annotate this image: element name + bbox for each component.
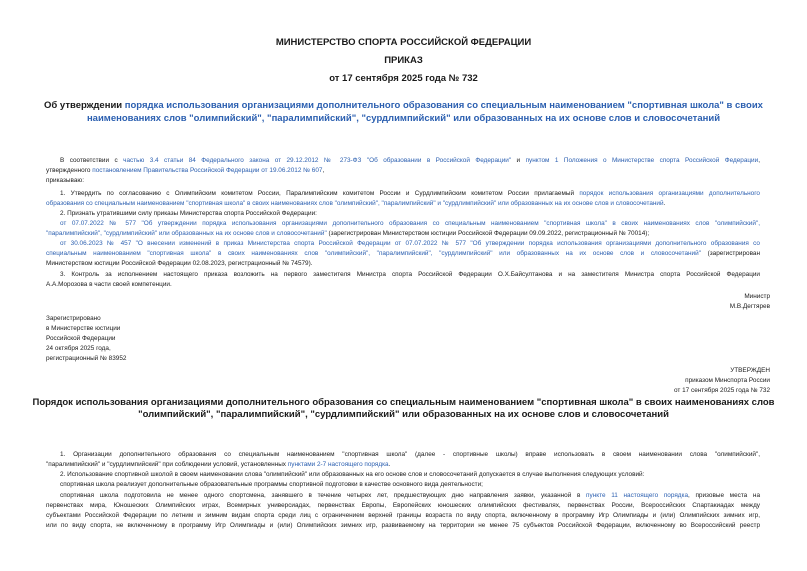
item-1-text: 1. Утвердить по согласованию с Олимпийским комитетом России, Паралимпийским комитетом России и Сурдлимпийским комитетом России прилагаемый (60, 190, 580, 197)
item-1-text: . (663, 200, 666, 207)
approved-label: УТВЕРЖДЕН (730, 367, 770, 374)
item-2-b-line-1 (60, 239, 760, 249)
item-2-a-line-1 (60, 219, 760, 229)
registration-line: Зарегистрировано (46, 315, 101, 322)
order-title-link[interactable]: порядка использования организациями дополнительного образования со специальным наименованием "спортивная школа" в своих (124, 100, 763, 111)
preamble-text: утвержденного (46, 167, 93, 174)
item-2-b-line-3: Министерством юстиции Российской Федерации 02.08.2023, регистрационный № 74579). (46, 260, 313, 267)
item-3-line-1: 3. Контроль за исполнением настоящего приказа возложить на первого заместителя Министра спорта Российской Федерации О.Х.Байсултанова и на заместителя Министра спорта Российской Федерации (60, 271, 760, 278)
ministry-name: МИНИСТЕРСТВО СПОРТА РОССИЙСКОЙ ФЕДЕРАЦИИ (275, 37, 532, 48)
procedure-link[interactable]: порядок использования организациями дополнительного (579, 190, 760, 197)
procedure-p2-line-6: или по виду спорта, не включенному в программу Игр Олимпиады и (или) Олимпийских зимних игр, развиваемому на территории не менее 75 субъектов Российской Федерации, включенному во Всероссийский реестр (46, 522, 760, 529)
point-11-link[interactable]: пункте 11 настоящего порядка (586, 492, 688, 499)
order-title-line-2 (0, 112, 807, 125)
procedure-p1-line-1: 1. Организации дополнительного образования со специальным наименованием "спортивная школа" (далее - спортивные школы) вправе использовать в своем наименовании слова "олимпийский", (60, 451, 760, 458)
registration-line: в Министерстве юстиции (46, 325, 121, 332)
preamble-line-2 (46, 166, 324, 176)
approved-date: от 17 сентября 2025 года № 732 (674, 387, 770, 394)
registration-line: 24 октября 2025 года, (46, 345, 111, 352)
law-273-fz-link[interactable]: частью 3.4 статьи 84 Федерального закона от 29.12.2012 № 273-ФЗ "Об образовании в Российской Федерации" (123, 157, 512, 164)
registration-line: регистрационный № 83952 (46, 355, 127, 362)
procedure-text: "паралимпийский" и "сурдлимпийский" при соблюдении условий, установленных (46, 461, 288, 468)
preamble-line-1 (60, 156, 760, 166)
document-date-number: от 17 сентября 2025 года № 732 (329, 73, 478, 84)
registration-line: Российской Федерации (46, 335, 116, 342)
item-2-a-line-2 (46, 229, 649, 239)
order-577-link-cont[interactable]: "паралимпийский", "сурдлимпийский" или образованных на их основе слов и словосочетаний" (46, 230, 327, 237)
order-word: приказываю: (46, 177, 84, 184)
order-title-link-cont[interactable]: наименованиях слов "олимпийский", "паралимпийский", "сурдлимпийский" или образованных на их основе слов и словосочетаний (86, 113, 721, 124)
points-2-7-link[interactable]: пунктами 2-7 настоящего порядка (287, 461, 389, 468)
signatory-role: Министр (744, 293, 770, 300)
preamble-text: В соответствии с (60, 157, 124, 164)
preamble-text: , (322, 167, 325, 174)
item-2-text: (зарегистрирован Министерством юстиции Российской Федерации 09.09.2022, регистрационный № 70014); (326, 230, 650, 237)
item-3-line-2: А.А.Морозова в части своей компетенции. (46, 281, 172, 288)
procedure-title-line-2: "олимпийский", "паралимпийский", "сурдлимпийский" или образованных на их основе слов и словосочетаний (138, 409, 669, 420)
procedure-p2-line-3 (60, 491, 760, 501)
item-2-b-line-2 (46, 249, 760, 259)
procedure-text: спортивная школа подготовила не менее одного спортсмена, занявшего в течение четырех лет, предшествующих дню направления заявки, указанной в (60, 492, 587, 499)
preamble-text: , (758, 157, 760, 164)
procedure-p2-line-5: субъектами Российской Федерации по летним и зимним видам спорта среди лиц с ограничением верхней границы возраста по виду спорта, включенному в программу Игр Олимпиады и (или) Олимпийских зимних игр, (46, 512, 760, 519)
order-title-text: Об утверждении (44, 100, 125, 111)
ministry-regulation-link[interactable]: пунктом 1 Положения о Министерстве спорта Российской Федерации (525, 157, 759, 164)
item-1-line-1 (60, 189, 760, 199)
item-1-line-2 (46, 199, 665, 209)
procedure-p1-line-2 (46, 460, 390, 470)
item-2-intro: 2. Признать утратившими силу приказы Министерства спорта Российской Федерации: (60, 210, 317, 217)
procedure-p2-line-1: 2. Использование спортивной школой в своем наименовании слова "олимпийский" или образованных на его основе слов и словосочетаний допускается в случае выполнения следующих условий: (60, 471, 645, 478)
order-title-line-1 (0, 99, 807, 112)
procedure-link-cont[interactable]: образования со специальным наименованием "спортивная школа" в своих наименованиях слов "олимпийский", "паралимпийский" и "сурдлимпийский" или образованных на их основе слов и словосочетаний (46, 200, 664, 207)
procedure-p2-line-2: спортивная школа реализует дополнительные образовательные программы спортивной подготовки в качестве основного вида деятельности; (60, 481, 483, 488)
procedure-p2-line-4: первенствах мира, Юношеских Олимпийских играх, Всемирных универсиадах, первенствах Европы, Европейских юношеских олимпийских фестивалях, первенствах России, Всероссийских Спартакиадах между (46, 502, 760, 509)
approved-by: приказом Минспорта России (685, 377, 770, 384)
procedure-text: , призовые места на (688, 492, 760, 499)
item-2-text: (зарегистрирован (700, 250, 760, 257)
document-type: ПРИКАЗ (384, 55, 423, 66)
preamble-text: и (511, 157, 526, 164)
signatory-name: М.В.Дегтярев (729, 303, 770, 310)
procedure-text: . (388, 461, 391, 468)
procedure-title-line-1: Порядок использования организациями дополнительного образования со специальным наименованием "спортивная школа" в своих наименованиях слов (32, 397, 775, 408)
order-457-link-cont[interactable]: специальным наименованием "спортивная школа" в своих наименованиях слов "олимпийский", "паралимпийский", "сурдлимпийский" или образованных на их основе слов и словосочетаний" (46, 250, 701, 257)
order-457-link[interactable]: от 30.06.2023 № 457 "О внесении изменений в приказ Министерства спорта Российской Федерации от 07.07.2022 № 577 "Об утверждении порядка использования организациями дополнительного образования со (60, 240, 760, 247)
government-decree-link[interactable]: постановлением Правительства Российской Федерации от 19.06.2012 № 607 (92, 167, 323, 174)
order-577-link[interactable]: от 07.07.2022 № 577 "Об утверждении порядка использования организациями дополнительного образования со специальным наименованием "спортивная школа" в своих наименованиях слов "олимпийский", (60, 220, 760, 227)
